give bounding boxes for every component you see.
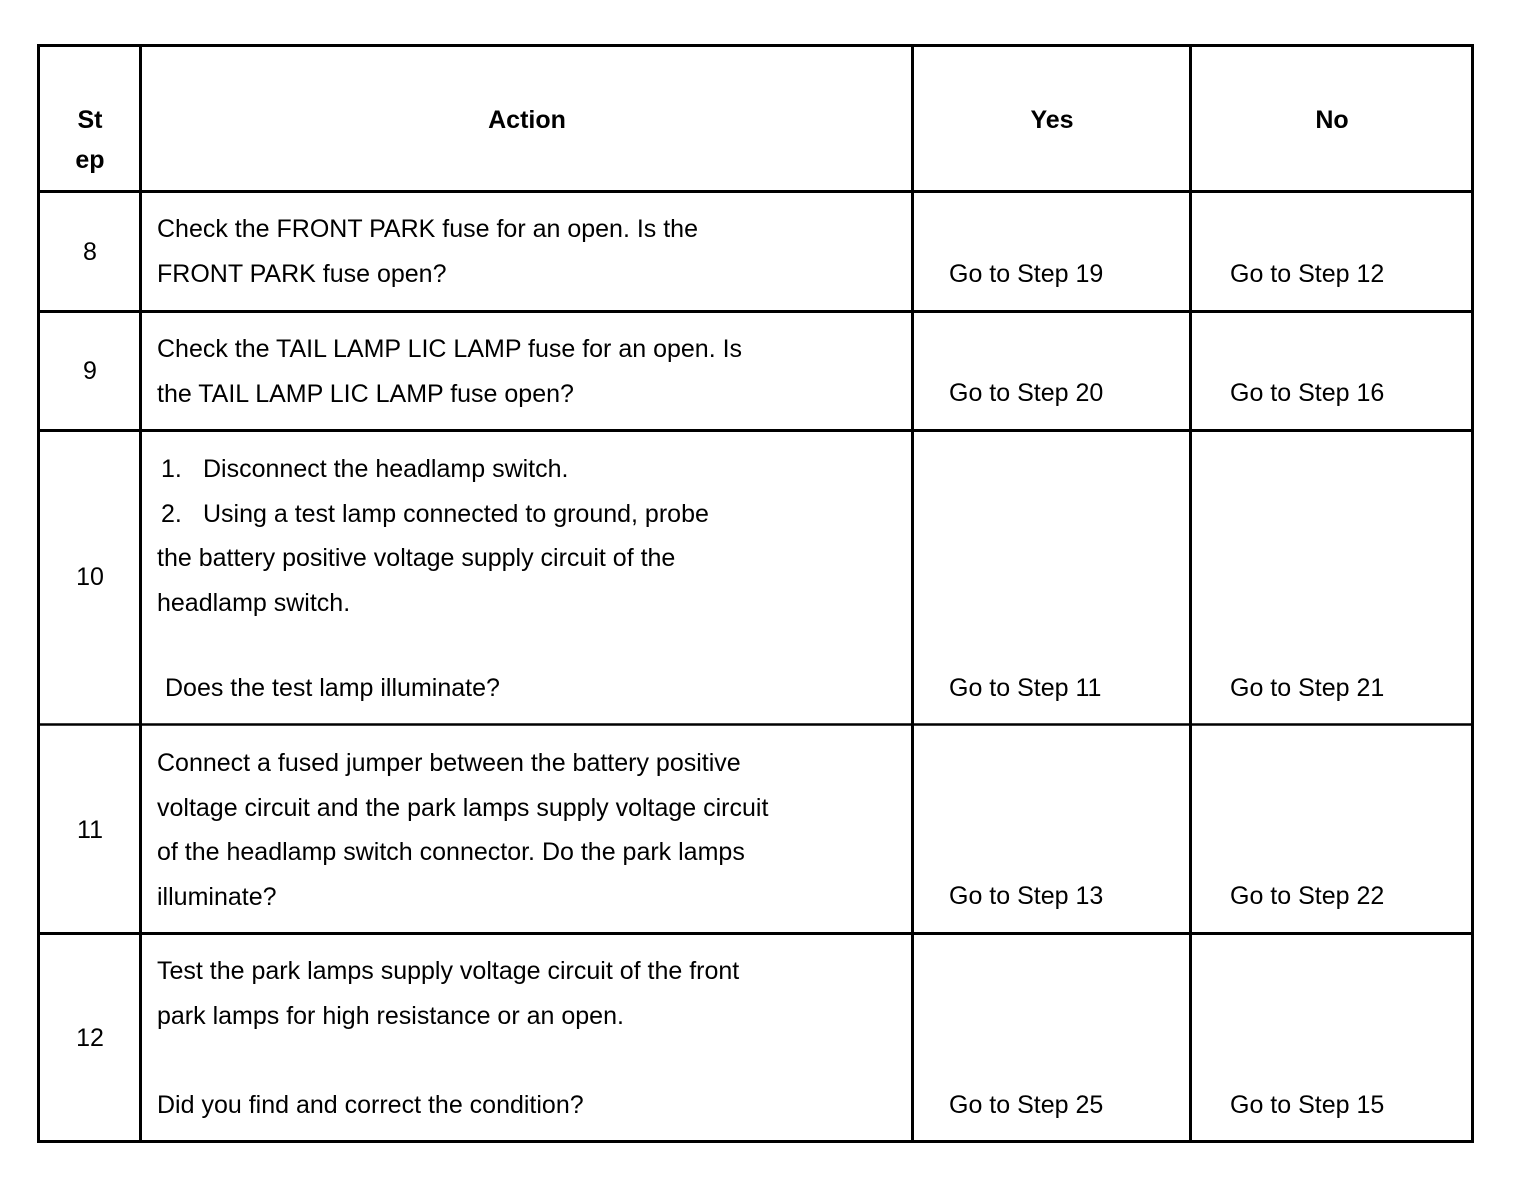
action-line: the battery positive voltage supply circuit of the bbox=[157, 544, 676, 572]
question-text: Does the test lamp illuminate? bbox=[165, 674, 500, 702]
action-line: the TAIL LAMP LIC LAMP fuse open? bbox=[157, 379, 574, 408]
list-text: Using a test lamp connected to ground, probe bbox=[203, 499, 709, 528]
action-line: voltage circuit and the park lamps supply voltage circuit bbox=[157, 793, 769, 822]
step-number: 11 bbox=[77, 816, 103, 844]
header-step-line1: St bbox=[77, 106, 103, 134]
header-step-line2: ep bbox=[75, 146, 105, 174]
yes-link[interactable]: Go to Step 13 bbox=[949, 882, 1104, 910]
action-line: Connect a fused jumper between the battery positive bbox=[157, 749, 741, 777]
action-line: illuminate? bbox=[157, 882, 277, 911]
step-number: 12 bbox=[76, 1024, 104, 1052]
no-link[interactable]: Go to Step 15 bbox=[1230, 1091, 1385, 1119]
header-yes: Yes bbox=[1030, 106, 1074, 134]
question-text: Did you find and correct the condition? bbox=[157, 1091, 584, 1119]
action-line: park lamps for high resistance or an open. bbox=[157, 1001, 624, 1030]
header-action: Action bbox=[488, 106, 566, 134]
yes-link[interactable]: Go to Step 20 bbox=[949, 379, 1104, 407]
action-text bbox=[157, 447, 709, 625]
no-link[interactable]: Go to Step 22 bbox=[1230, 882, 1385, 910]
action-line: Test the park lamps supply voltage circuit of the front bbox=[157, 957, 740, 985]
action-line: Check the FRONT PARK fuse for an open. Is the bbox=[157, 215, 698, 243]
action-text bbox=[157, 327, 742, 416]
no-link[interactable]: Go to Step 16 bbox=[1230, 379, 1385, 407]
no-link[interactable]: Go to Step 21 bbox=[1230, 674, 1385, 702]
action-line: headlamp switch. bbox=[157, 588, 351, 617]
list-number: 1. bbox=[161, 455, 182, 483]
action-line: of the headlamp switch connector. Do the park lamps bbox=[157, 838, 745, 866]
action-text bbox=[157, 207, 698, 296]
action-line: FRONT PARK fuse open? bbox=[157, 259, 447, 288]
yes-link[interactable]: Go to Step 19 bbox=[949, 260, 1104, 288]
step-number: 9 bbox=[83, 357, 97, 385]
action-text bbox=[157, 741, 768, 919]
list-text: Disconnect the headlamp switch. bbox=[203, 455, 569, 483]
list-item bbox=[157, 447, 709, 492]
list-item bbox=[157, 492, 709, 537]
step-number: 10 bbox=[76, 563, 104, 591]
header-no: No bbox=[1315, 106, 1349, 134]
yes-link[interactable]: Go to Step 11 bbox=[949, 674, 1102, 702]
step-number: 8 bbox=[83, 238, 97, 266]
yes-link[interactable]: Go to Step 25 bbox=[949, 1091, 1104, 1119]
action-line: Check the TAIL LAMP LIC LAMP fuse for an open. Is bbox=[157, 335, 743, 363]
action-text bbox=[157, 949, 739, 1038]
header-step bbox=[40, 100, 140, 180]
list-number: 2. bbox=[161, 499, 182, 528]
no-link[interactable]: Go to Step 12 bbox=[1230, 260, 1385, 288]
